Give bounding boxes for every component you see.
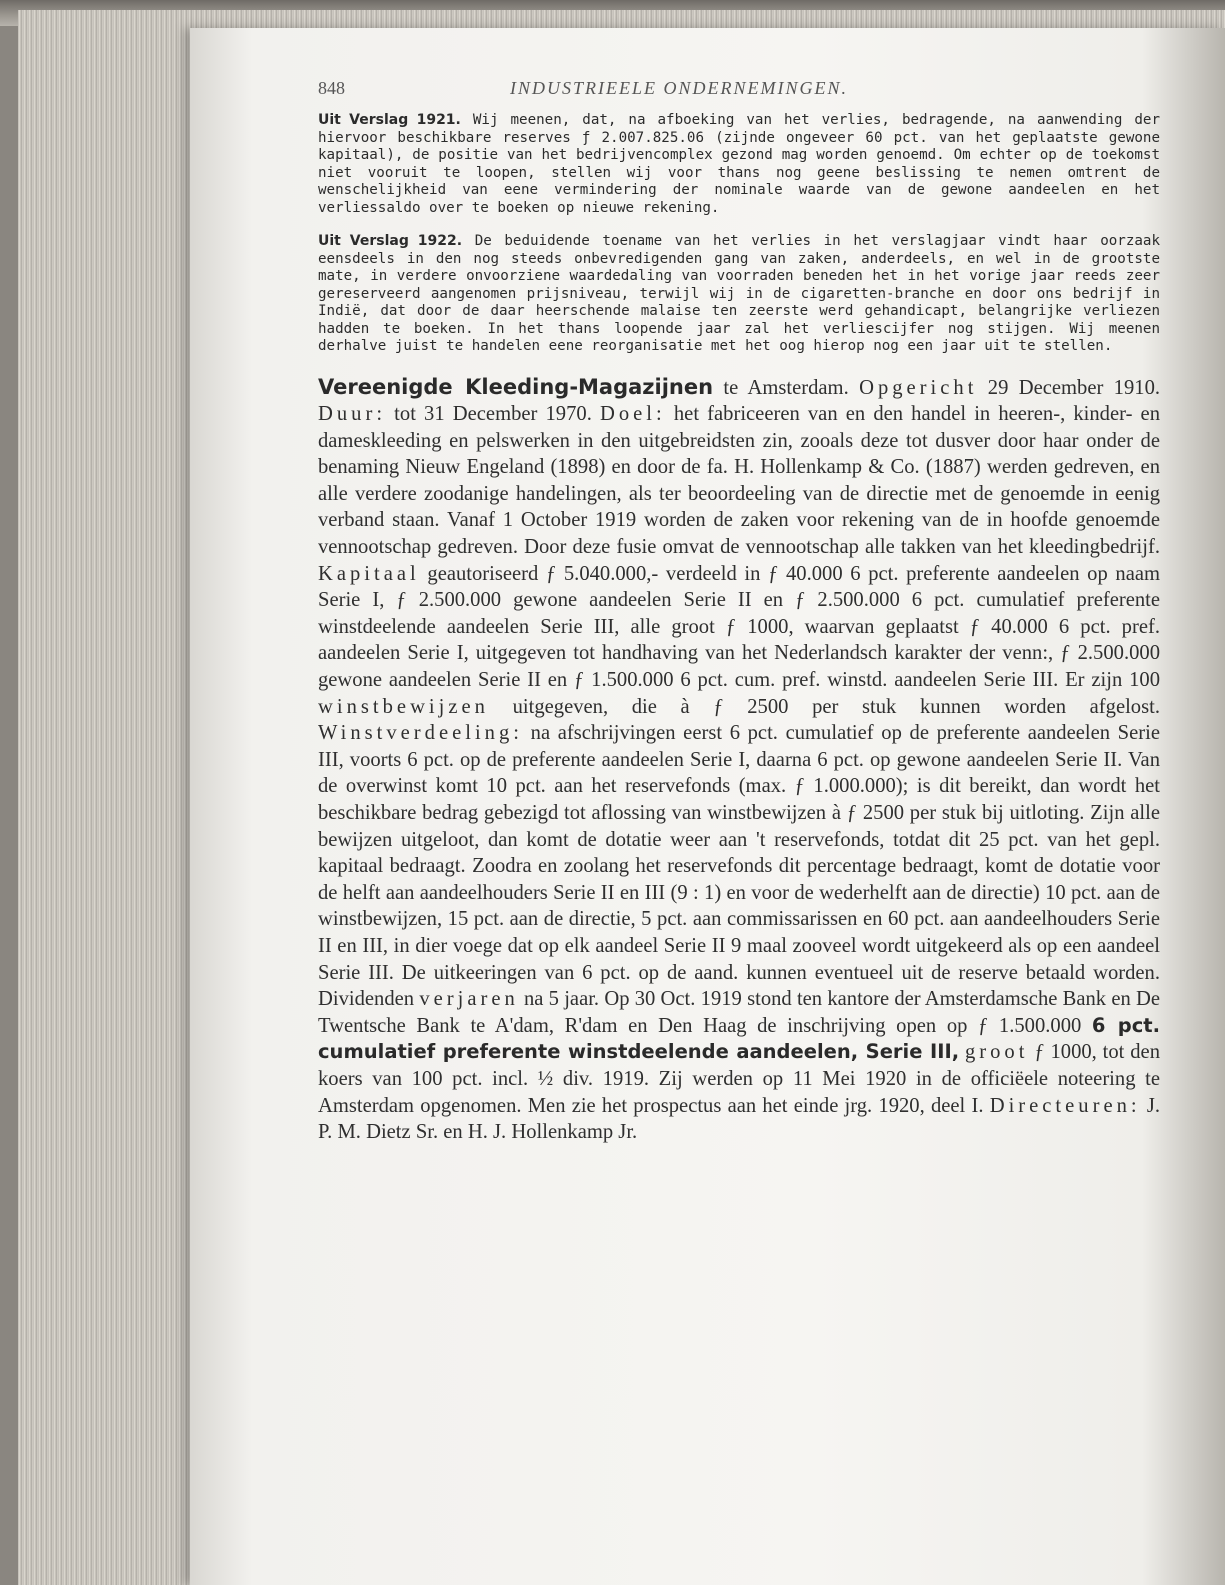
company-text-1: te Amsterdam. — [713, 376, 860, 399]
page-number: 848 — [318, 78, 345, 98]
label-winstbewijzen: winstbewijzen — [318, 695, 489, 718]
company-text-10: ƒ 1000, tot den koers van 100 pct. incl. ½ div. 1919. Zij werden op 11 Mei 1920 in de officiëele noteering te Amsterdam opgenomen. Men zie het prospectus aan het einde jrg. 1920, deel I. — [318, 1041, 1160, 1117]
report-1921-text: Wij meenen, dat, na afboeking van het verlies, bedragende, na aanwending der hiervoor beschikbare reserves ƒ 2.007.825.06 (zijnde ongeveer 60 pct. van het geplaatste gewone kapitaal), de positie van het bedrijvencomplex gezond mag worden genoemd. Om echter op de toekomst niet vooruit te loopen, stellen wij voor thans nog geene beslissing te nemen omtrent de wenschelijkheid van eene vermindering der nominale waarde van de gewone aandeelen en het verliessaldo over te boeken op nieuwe rekening. — [318, 112, 1161, 216]
label-opgericht: Opgericht — [859, 376, 978, 399]
label-doel: Doel: — [599, 403, 666, 426]
shares-bold: 6 pct. cumulatief preferente winstdeelende aandeelen, Serie III, — [318, 1013, 1160, 1064]
page-content — [318, 78, 1160, 1146]
company-name: Vereenigde Kleeding-Magazijnen — [318, 374, 714, 399]
running-title: INDUSTRIEELE ONDERNEMINGEN. — [510, 78, 848, 98]
label-groot: groot — [964, 1041, 1029, 1064]
company-text-8: na 5 jaar. Op 30 Oct. 1919 stond ten kantore der Amsterdamsche Bank en De Twentsche Bank te A'dam, R'dam en Den Haag de inschrijving open op ƒ 1.500.000 — [318, 988, 1160, 1037]
label-directeuren: Directeuren: — [989, 1094, 1141, 1117]
label-verjaren: verjaren — [419, 988, 519, 1011]
report-1922-paragraph — [318, 233, 1160, 356]
company-entry — [318, 374, 1160, 1146]
report-1921-paragraph — [318, 112, 1160, 217]
label-duur: Duur: — [318, 403, 387, 426]
company-text-3: tot 31 December 1970. — [386, 403, 600, 426]
company-text-7: na afschrijvingen eerst 6 pct. cumulatief op de preferente aandeelen Serie III, voorts 6 pct. op de preferente aandeelen Serie I, daarna 6 pct. op gewone aandeelen Serie II. Van de overwinst komt 10 pct. aan het reservefonds (max. ƒ 1.000.000); is dit bereikt, dan wordt het beschikbare bedrag gebezigd tot aflossing van winstbewijzen à ƒ 2500 per stuk bij uitloting. Zijn alle bewijzen uitgeloot, dan komt de dotatie weer aan 't reservefonds, totdat dit 25 pct. van het gepl. kapitaal bedraagt. Zoodra en zoolang het reservefonds dit percentage bedraagt, komt de dotatie voor de helft aan aandeelhouders Serie II en III (9 : 1) en voor de wederhelft aan de directie) 10 pct. aan de winstbewijzen, 15 pct. aan de directie, 5 pct. aan commissarissen en 60 pct. aan aandeelhouders Serie II en III, in dier voege dat op elk aandeel Serie II 9 maal zooveel wordt uitgekeerd als op een aandeel Serie III. De uitkeeringen van 6 pct. op de aand. kunnen eventueel uit de reserve betaald worden. Dividenden — [318, 722, 1160, 1011]
company-text-11: J. P. M. Dietz Sr. en H. J. Hollenkamp Jr. — [318, 1094, 1161, 1144]
report-1922-lead: Uit Verslag 1922. — [318, 233, 463, 249]
label-kapitaal: Kapitaal — [318, 562, 420, 585]
report-1921-lead: Uit Verslag 1921. — [318, 112, 461, 128]
company-text-5: geautoriseerd ƒ 5.040.000,- verdeeld in ƒ 40.000 6 pct. preferente aandeelen op naam Serie I, ƒ 2.500.000 gewone aandeelen Serie II en ƒ 2.500.000 6 pct. cumulatief preferente winstdeelende aandeelen Serie III, alle groot ƒ 1000, waarvan geplaatst ƒ 40.000 6 pct. pref. aandeelen Serie I, uitgegeven tot handhaving van het Nederlandsch karakter der venn:, ƒ 2.500.000 gewone aandeelen Serie II en ƒ 1.500.000 6 pct. cum. pref. winstd. aandeelen Serie III. Er zijn 100 — [318, 562, 1160, 692]
report-1922-text: De beduidende toename van het verlies in het verslagjaar vindt haar oorzaak eensdeels in den nog steeds onbevredigenden gang van zaken, anderdeels, en wel in de grootste mate, in verdere onvoorziene waardedaling van voorraden beneden het in het vorige jaar reeds zeer gereserveerd aangenomen prijsniveau, terwijl wij in de cigaretten-branche en door ons bedrijf in Indië, dat door de daar heerschende malaise ten zeerste werd gehandicapt, belangrijke verliezen hadden te boeken. In het thans loopende jaar zal het verliescijfer nog stijgen. Wij meenen derhalve juist te handelen eene reorganisatie met het oog hierop nog een jaar uit te stellen. — [318, 233, 1160, 354]
running-head — [318, 78, 1160, 112]
label-winstverdeeling: Winstverdeeling: — [318, 722, 523, 745]
company-text-4: het fabriceeren van en den handel in heeren-, kinder- en dameskleeding en pelswerken in den uitgebreidsten zin, zooals deze tot dusver door haar onder de benaming Nieuw Engeland (1898) en door de fa. H. Hollenkamp & Co. (1887) werden gedreven, en alle verdere zoodanige handelingen, als ter beoordeeling van de directie met de genoemde in eenig verband staan. Vanaf 1 October 1919 worden de zaken voor rekening van de in hoofde genoemde vennootschap gedreven. Door deze fusie omvat de vennootschap alle takken van het kleedingbedrijf. — [318, 403, 1160, 559]
company-text-6: uitgegeven, die à ƒ 2500 per stuk kunnen worden afgelost. — [488, 695, 1160, 718]
company-text-2: 29 December 1910. — [977, 376, 1161, 399]
